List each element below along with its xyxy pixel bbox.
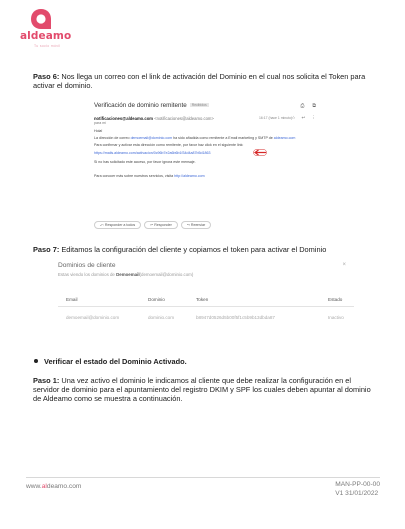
email-body-line-5 — [94, 174, 205, 178]
activation-link[interactable]: https://mails.aldeamo.com/activacion/0c96b7e2a6b6b1f34d4a87b5d1863 — [94, 151, 211, 155]
line1-rest: ha sido añadida como remitente a Email marketing y SMTP de — [173, 136, 273, 140]
column-header-domain: Dominio — [148, 297, 165, 302]
company-logo — [18, 8, 78, 52]
more-options-icon[interactable]: ⋮ — [311, 115, 316, 120]
cell-email: demoemail@dominio.com — [66, 315, 120, 320]
email-greeting: Hola! — [94, 129, 103, 133]
logo-tagline: Tu socio móvil — [34, 44, 61, 48]
sender-address: <notificaciones@aldeamo.com> — [154, 116, 214, 121]
line1-email-link[interactable]: demoemail@dominio.com — [130, 136, 173, 140]
email-actions — [285, 115, 316, 121]
sender-name: notificaciones@aldeamo.com — [94, 116, 154, 121]
reply-icon[interactable]: ↩ — [301, 115, 306, 120]
step-6-text: Nos llega un correo con el link de activación del Dominio en el cual nos solicita el Token para activar el dominio. — [33, 72, 366, 90]
modal-title: Dominios de cliente — [58, 262, 116, 269]
email-date: 16:17 (hace 1 minuto) — [259, 116, 292, 120]
column-header-token: Token — [196, 297, 209, 302]
step-1-text: Una vez activo el dominio le indicamos al cliente que debe realizar la configuración en el servidor de dominio para el apuntamiento del registro DKIM y SPF los cuales deben apuntar al dominio de Aldeamo como se muestra a continuación. — [33, 376, 371, 403]
cell-token[interactable]: b8947d0526d5b00f5f1c5b9b13dbda87 — [196, 315, 275, 320]
footer-document-code — [335, 481, 380, 498]
bullet-heading: Verificar el estado del Dominio Activado. — [44, 357, 187, 366]
line1-text: La dirección de correo — [94, 136, 130, 140]
modal-subtitle — [58, 272, 193, 277]
close-icon[interactable]: × — [342, 262, 346, 268]
header-divider — [58, 306, 354, 307]
email-body-line-2: Para confirmar y activar esta dirección como remitente, por favor haz click en el siguiente link: — [94, 143, 244, 147]
email-top-icons — [292, 103, 316, 109]
footer-prefix: www. — [26, 483, 42, 490]
email-body-line-1 — [94, 136, 295, 140]
column-header-status: Estado — [328, 297, 343, 302]
email-subject-text: Verificación de dominio remitente — [94, 102, 187, 109]
bullet-point-icon — [34, 359, 38, 363]
reply-all-label: Responder a todos — [104, 223, 136, 227]
client-name: Demoemail — [116, 272, 140, 277]
step-6-label: Paso 6: — [33, 72, 60, 81]
reply-button[interactable]: ↩ Responder — [144, 221, 178, 229]
email-sender — [94, 116, 214, 121]
email-body-line-4: Si no has solicitado este acceso, por favor ignora este mensaje. — [94, 160, 196, 164]
document-version: V1 31/01/2022 — [335, 489, 379, 497]
subtitle-prefix: Estas viendo los dominios de — [58, 272, 115, 277]
step-1-label: Paso 1: — [33, 376, 60, 385]
client-domains-modal — [50, 254, 362, 342]
inbox-tag: Recibidos — [191, 103, 207, 108]
cell-status: Inactivo — [328, 315, 344, 320]
email-buttons — [94, 213, 214, 231]
star-icon[interactable]: ☆ — [291, 115, 296, 120]
footer-brand: al — [41, 483, 47, 490]
step-6-paragraph — [33, 72, 373, 90]
email-screenshot — [84, 98, 324, 236]
step-1-paragraph — [33, 376, 373, 403]
step-7-text: Editamos la configuración del cliente y copiamos el token para activar el Dominio — [59, 245, 327, 254]
step-7-label: Paso 7: — [33, 245, 60, 254]
forward-button[interactable]: ↪ Reenviar — [181, 221, 211, 229]
line5-text: Para conocer más sobre nuestros servicios, visita — [94, 174, 174, 178]
red-arrow-icon — [253, 149, 267, 156]
open-new-window-icon[interactable]: ⧉ — [312, 103, 316, 109]
footer-suffix: deamo.com — [46, 483, 82, 490]
forward-label: Reenviar — [190, 223, 206, 227]
column-header-email: Email — [66, 297, 78, 302]
email-recipient: para mí — [94, 121, 107, 125]
logo-mark-icon — [30, 8, 52, 30]
email-subject — [94, 102, 209, 109]
footer-website — [26, 483, 81, 490]
footer-divider — [26, 477, 380, 478]
document-code: MAN-PP-00-00 — [335, 481, 380, 488]
reply-label: Responder — [154, 223, 172, 227]
step-7-paragraph — [33, 245, 373, 254]
logo-wordmark: aldeamo — [20, 30, 72, 42]
line1-domain-link[interactable]: aldeamo.com — [273, 136, 296, 140]
client-email: (demoemail@dominio.com) — [139, 272, 194, 277]
reply-all-button[interactable]: ⤺ Responder a todos — [94, 221, 141, 229]
print-icon[interactable]: ⎙ — [300, 103, 305, 109]
cell-domain: dominio.com — [148, 315, 175, 320]
aldeamo-site-link[interactable]: http://aldeamo.com — [174, 174, 205, 178]
